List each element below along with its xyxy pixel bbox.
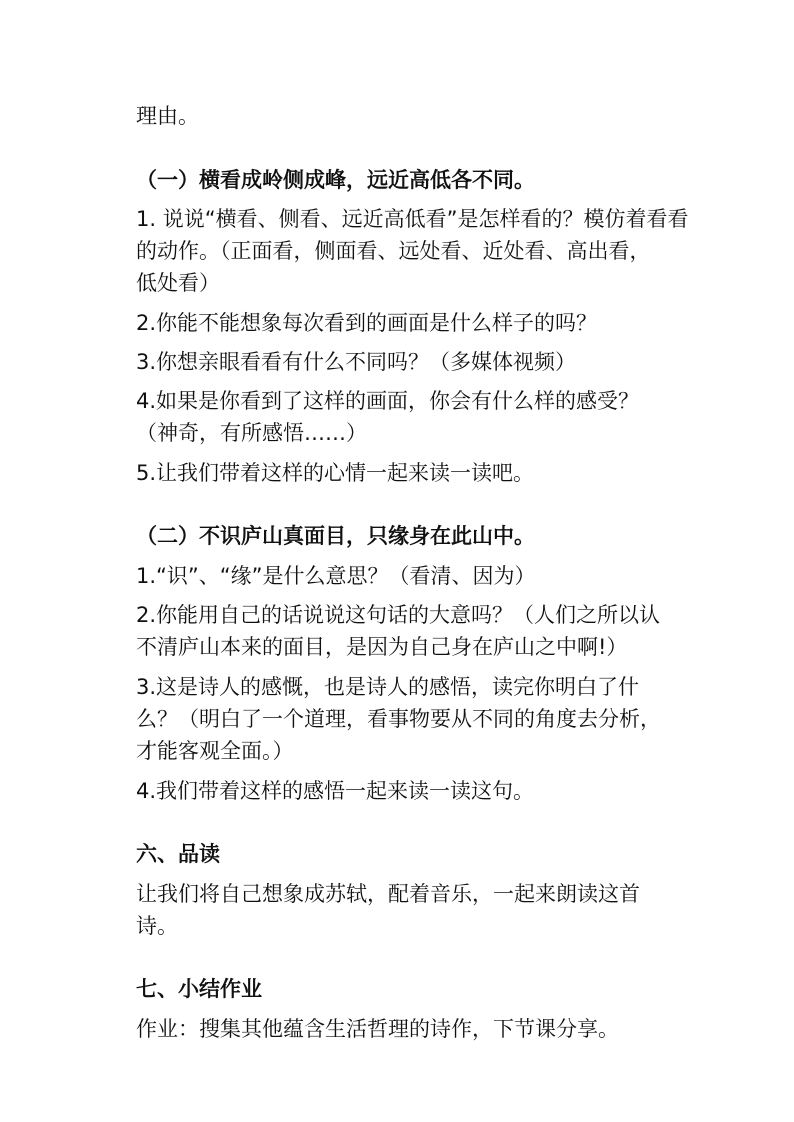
section6-line1: 让我们将自己想象成苏轼，配着音乐，一起来朗读这首 [136, 882, 640, 906]
section2-q2-line2: 不清庐山本来的面目，是因为自己身在庐山之中啊!） [136, 635, 628, 659]
intro-tail-text: 理由。 [136, 104, 199, 128]
section6-line2: 诗。 [136, 914, 178, 938]
section2-q4: 4.我们带着这样的感悟一起来读一读这句。 [136, 779, 535, 803]
section6-heading: 六、品读 [136, 842, 220, 866]
section1-q1-line2: 的动作。（正面看，侧面看、远处看、近处看、高出看， [136, 239, 651, 263]
section2-q1: 1.“识”、“缘”是什么意思？（看清、因为） [136, 564, 536, 588]
section2-q3-line3: 才能客观全面。） [136, 739, 294, 763]
section1-q1-line3: 低处看） [136, 271, 220, 295]
section1-q4-line2: （神奇，有所感悟……） [136, 421, 367, 445]
section1-q5: 5.让我们带着这样的心情一起来读一读吧。 [136, 461, 535, 485]
section2-heading: （二）不识庐山真面目，只缘身在此山中。 [136, 524, 535, 548]
section2-q2-line1: 2.你能用自己的话说说这句话的大意吗？（人们之所以认 [136, 603, 661, 627]
section7-heading: 七、小结作业 [136, 977, 262, 1001]
section7-line1: 作业：搜集其他蕴含生活哲理的诗作，下节课分享。 [136, 1017, 619, 1041]
section1-q3: 3.你想亲眼看看有什么不同吗？（多媒体视频） [136, 350, 577, 374]
section1-heading: （一）横看成岭侧成峰，远近高低各不同。 [136, 168, 535, 192]
section1-q4-line1: 4.如果是你看到了这样的画面，你会有什么样的感受？ [136, 389, 640, 413]
section2-q3-line1: 3.这是诗人的感慨，也是诗人的感悟，读完你明白了什 [136, 675, 640, 699]
section1-q1-line1: 1. 说说“横看、侧看、远近高低看”是怎样看的？模仿着看看 [136, 207, 689, 231]
section1-q2: 2.你能不能想象每次看到的画面是什么样子的吗？ [136, 311, 598, 335]
section2-q3-line2: 么？（明白了一个道理，看事物要从不同的角度去分析， [136, 707, 661, 731]
